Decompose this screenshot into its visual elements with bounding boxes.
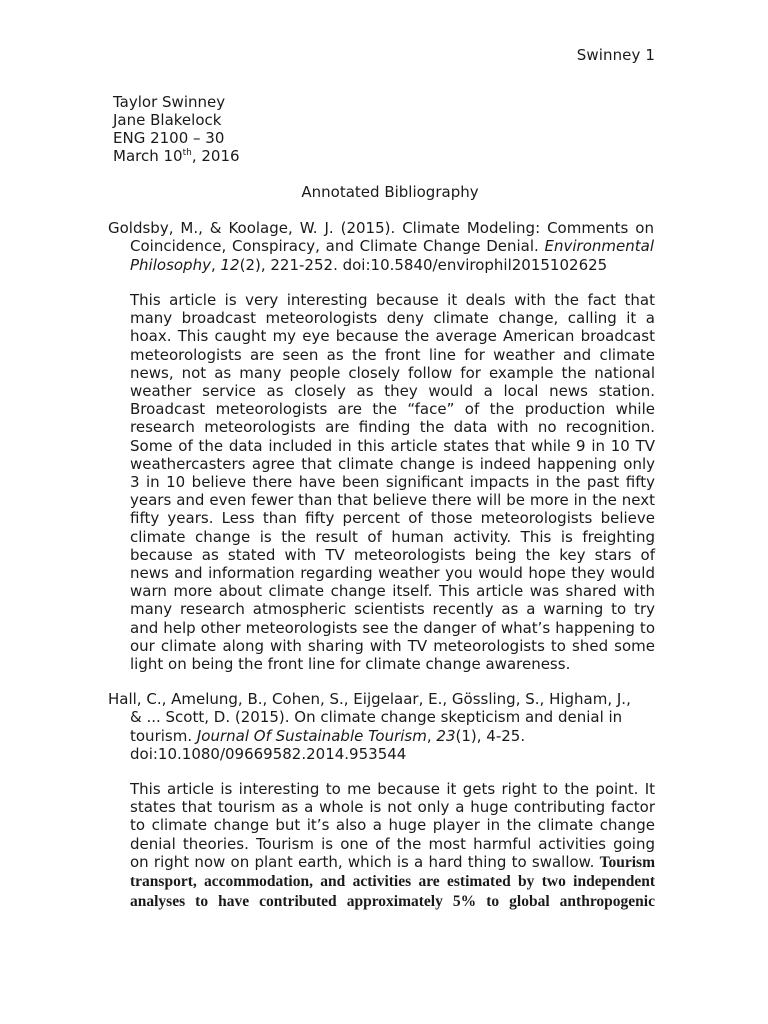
student-name: Taylor Swinney xyxy=(113,93,226,111)
document-title: Annotated Bibliography xyxy=(301,183,479,201)
annotation-1-line: climate change is the result of human activity. This is freighting xyxy=(130,527,655,546)
annotation-1-line: because as stated with TV meteorologists being the key stars of xyxy=(130,545,655,564)
annotation-1-line: years and even fewer than that believe there will be more in the next xyxy=(130,491,655,510)
annotation-1-line: many research atmospheric scientists recently as a warning to try xyxy=(130,600,655,619)
citation-2 xyxy=(108,690,654,763)
date-main: March 10 xyxy=(113,147,183,165)
course-code: ENG 2100 – 30 xyxy=(113,129,225,147)
author-heading xyxy=(113,93,240,165)
annotation-1-line: many broadcast meteorologists deny climate change, calling it a xyxy=(130,309,655,328)
annotation-2-quote-line: transport, accommodation, and activities are estimated by two independent xyxy=(130,873,655,891)
citation-1-line-1: Goldsby, M., & Koolage, W. J. (2015). Climate Modeling: Comments on xyxy=(108,219,654,237)
annotation-1-line: weather service as closely as they would a local news station. xyxy=(130,382,655,401)
annotation-1-line: meteorologists are seen as the front line for weather and climate xyxy=(130,345,655,364)
annotation-1 xyxy=(130,291,655,673)
annotation-2 xyxy=(130,780,655,912)
annotation-2-quote-line: analyses to have contributed approximately 5% to global anthropogenic xyxy=(130,893,655,911)
page-header: Swinney 1 xyxy=(576,46,655,64)
annotation-1-line: weathercasters agree that climate change is indeed happening only xyxy=(130,454,655,473)
citation-1-text: Coincidence, Conspiracy, and Climate Change Denial. xyxy=(130,237,545,256)
annotation-1-line: This article is very interesting because it deals with the fact that xyxy=(130,291,655,309)
instructor-name: Jane Blakelock xyxy=(113,111,222,129)
date-superscript: th xyxy=(182,148,192,158)
annotation-1-line: Some of the data included in this article states that while 9 in 10 TV xyxy=(130,436,655,455)
citation-2-pages: (1), 4-25. xyxy=(455,726,526,745)
citation-2-text: tourism. xyxy=(130,726,197,745)
citation-1-pages-doi: (2), 221-252. doi:10.5840/envirophil2015102625 xyxy=(239,255,608,274)
citation-1-journal-a: Environmental xyxy=(544,237,654,256)
annotation-1-line: light on being the front line for climate change awareness. xyxy=(130,655,571,674)
citation-2-line-3 xyxy=(108,727,654,745)
citation-1-journal-b: Philosophy xyxy=(130,255,211,274)
annotation-2-line: states that tourism as a whole is not only a huge contributing factor xyxy=(130,798,655,817)
citation-2-line-1: Hall, C., Amelung, B., Cohen, S., Eijgelaar, E., Gössling, S., Higham, J., xyxy=(108,690,631,708)
annotation-1-line: fifty years. Less than fifty percent of those meteorologists believe xyxy=(130,509,655,528)
annotation-2-serif-text: Tourism xyxy=(599,853,655,871)
annotation-2-mixed-line xyxy=(130,853,655,872)
annotation-1-line: warn more about climate change itself. This article was shared with xyxy=(130,582,655,601)
date-line xyxy=(113,147,240,165)
citation-1-volume: 12 xyxy=(220,255,240,274)
annotation-2-line: This article is interesting to me because it gets right to the point. It xyxy=(130,780,655,798)
citation-1-sep: , xyxy=(210,255,221,274)
annotation-2-sans-text: on right now on plant earth, which is a hard thing to swallow. xyxy=(130,852,600,871)
annotation-1-line: news, not as many people closely follow for example the national xyxy=(130,363,655,382)
citation-1-line-2 xyxy=(108,237,654,255)
citation-2-line-2: & ... Scott, D. (2015). On climate change skepticism and denial in xyxy=(130,708,623,727)
annotation-1-line: Broadcast meteorologists are the “face” of the production while xyxy=(130,400,655,419)
annotation-1-line: research meteorologists are finding the data with no recognition. xyxy=(130,418,655,437)
annotation-2-line: denial theories. Tourism is one of the most harmful activities going xyxy=(130,834,655,853)
citation-1-line-3 xyxy=(108,256,654,274)
citation-2-volume: 23 xyxy=(436,726,456,745)
annotation-1-line: and help other meteorologists see the danger of what’s happening to xyxy=(130,618,655,637)
date-year: , 2016 xyxy=(191,147,240,165)
citation-2-journal: Journal Of Sustainable Tourism xyxy=(196,726,427,745)
annotation-1-line: hoax. This caught my eye because the average American broadcast xyxy=(130,327,655,346)
annotation-1-line: 3 in 10 believe there have been significant impacts in the past fifty xyxy=(130,473,655,492)
citation-2-line-4: doi:10.1080/09669582.2014.953544 xyxy=(130,744,407,763)
annotation-1-line: our climate along with sharing with TV meteorologists to shed some xyxy=(130,636,655,655)
annotation-2-line: to climate change but it’s also a huge player in the climate change xyxy=(130,816,655,835)
annotation-1-line: news and information regarding weather you would hope they would xyxy=(130,564,655,583)
citation-1 xyxy=(108,219,654,274)
citation-2-sep: , xyxy=(426,726,437,745)
